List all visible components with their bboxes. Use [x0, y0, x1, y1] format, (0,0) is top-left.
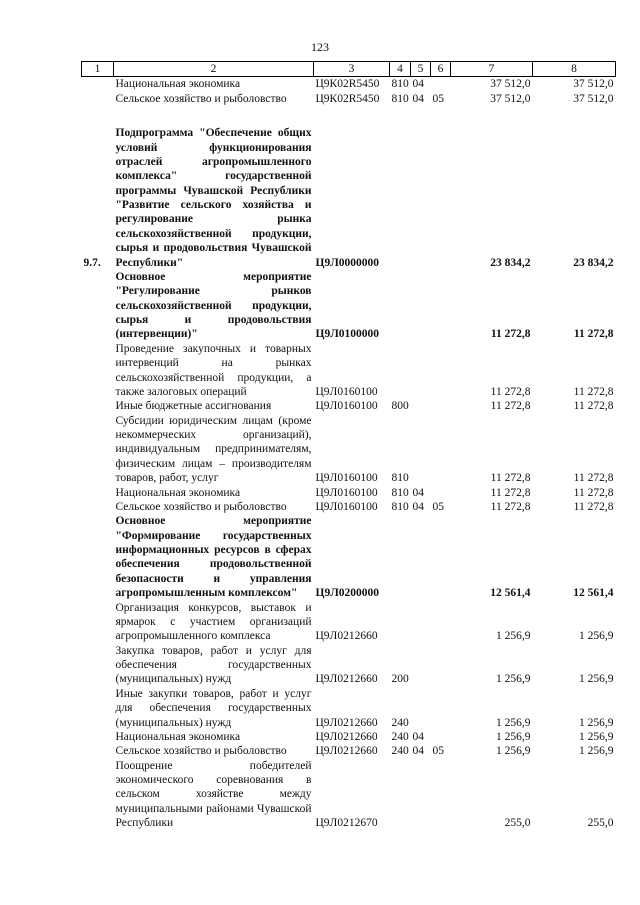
subsection-code [431, 601, 451, 644]
budget-table [81, 61, 616, 831]
target-code: Ц9Л0100000 [315, 328, 380, 341]
section-code [411, 342, 431, 400]
expense-type-code: 240 [391, 730, 409, 743]
amount-year-2: 37 512,0 [573, 78, 614, 91]
row-number [82, 342, 114, 400]
amount-year-2: 11 272,8 [573, 400, 614, 413]
expense-type-code: 810 [391, 500, 409, 513]
item-name: Иные бюджетные ассигнования [115, 400, 272, 413]
section-code [411, 759, 431, 831]
target-code: Ц9Л0160100 [315, 500, 378, 513]
amount-year-2: 1 256,9 [579, 673, 614, 686]
row-number: 9.7. [83, 256, 101, 269]
subsection-code: 05 [432, 500, 444, 513]
item-name: Сельское хозяйство и рыболовство [115, 500, 287, 513]
table-row [82, 759, 616, 831]
section-code: 04 [412, 500, 424, 513]
amount-year-1: 37 512,0 [490, 78, 531, 91]
row-number [82, 486, 114, 500]
table-header-row [82, 62, 616, 77]
amount-year-2: 1 256,9 [579, 630, 614, 643]
table-row [82, 500, 616, 514]
row-number [82, 744, 114, 758]
row-number [82, 77, 114, 92]
target-code: Ц9Л0212660 [315, 716, 378, 729]
subsection-code [431, 342, 451, 400]
expense-type-code: 200 [391, 673, 409, 686]
amount-year-1: 1 256,9 [496, 630, 531, 643]
spacer-row [82, 106, 616, 126]
section-code: 04 [412, 78, 424, 91]
expense-type-code: 810 [391, 472, 409, 485]
table-row [82, 730, 616, 744]
expense-type-code [390, 514, 411, 600]
item-name: Основное мероприятие "Регулирование рынков сельскохозяйственной продукции, сырья и продовольствия (интервенции)" [115, 270, 312, 341]
subsection-code: 05 [432, 92, 444, 105]
target-code: Ц9К02R5450 [315, 78, 380, 91]
amount-year-2: 1 256,9 [579, 730, 614, 743]
column-header: 3 [314, 62, 390, 77]
section-code [411, 644, 431, 687]
target-code: Ц9Л0160100 [315, 400, 378, 413]
amount-year-1: 11 272,8 [490, 486, 531, 499]
target-code: Ц9Л0212660 [315, 673, 378, 686]
subsection-code [431, 486, 451, 500]
table-row [82, 514, 616, 600]
target-code: Ц9Л0212660 [315, 630, 378, 643]
item-name: Проведение закупочных и товарных интервенций на рынках сельскохозяйственной продукции, а также залоговых операций [115, 342, 312, 398]
target-code: Ц9Л0200000 [315, 587, 380, 600]
amount-year-1: 1 256,9 [496, 716, 531, 729]
row-number [82, 399, 114, 413]
table-row [82, 687, 616, 730]
table-row [82, 601, 616, 644]
amount-year-2: 11 272,8 [573, 385, 614, 398]
subsection-code [431, 644, 451, 687]
amount-year-2: 37 512,0 [573, 92, 614, 105]
item-name: Сельское хозяйство и рыболовство [115, 745, 287, 758]
table-row [82, 77, 616, 92]
amount-year-1: 23 834,2 [490, 256, 531, 269]
item-name: Подпрограмма "Обеспечение общих условий функционирования отраслей агропромышленного комплекса" государственной программы Чувашской Республики "Развитие сельского хозяйства и регулирование рынка сельскохозяйственной продукции, сырья и продовольствия Чувашской Республики" [115, 127, 312, 269]
amount-year-1: 1 256,9 [496, 730, 531, 743]
table-row [82, 644, 616, 687]
item-name: Иные закупки товаров, работ и услуг для обеспечения государственных (муниципальных) нужд [115, 687, 312, 729]
column-header: 6 [431, 62, 451, 77]
amount-year-2: 23 834,2 [573, 256, 614, 269]
table-row [82, 414, 616, 486]
amount-year-1: 11 272,8 [490, 472, 531, 485]
section-code [411, 399, 431, 413]
expense-type-code [390, 601, 411, 644]
target-code: Ц9Л0212670 [315, 817, 378, 830]
amount-year-1: 11 272,8 [490, 328, 531, 341]
table-row [82, 744, 616, 758]
row-number [82, 687, 114, 730]
row-number [82, 514, 114, 600]
item-name: Поощрение победителей экономического соревнования в сельском хозяйстве между муниципальными районами Чувашской Республики [115, 759, 312, 830]
amount-year-2: 12 561,4 [573, 587, 614, 600]
target-code: Ц9Л0160100 [315, 385, 378, 398]
column-header: 2 [114, 62, 314, 77]
target-code: Ц9Л0160100 [315, 486, 378, 499]
item-name: Национальная экономика [115, 486, 241, 499]
subsection-code [431, 399, 451, 413]
row-number [82, 730, 114, 744]
target-code: Ц9Л0212660 [315, 730, 378, 743]
target-code: Ц9К02R5450 [315, 92, 380, 105]
amount-year-1: 11 272,8 [490, 500, 531, 513]
table-row [82, 342, 616, 400]
amount-year-2: 1 256,9 [579, 716, 614, 729]
subsection-code [431, 270, 451, 342]
amount-year-1: 37 512,0 [490, 92, 531, 105]
amount-year-1: 1 256,9 [496, 745, 531, 758]
section-code [411, 514, 431, 600]
item-name: Субсидии юридическим лицам (кроме некоммерческих организаций), индивидуальным предпринимателям, физическим лицам – производителям товаров, работ, услуг [115, 414, 312, 485]
amount-year-2: 11 272,8 [573, 472, 614, 485]
section-code: 04 [412, 745, 424, 758]
subsection-code: 05 [432, 745, 444, 758]
expense-type-code: 800 [391, 400, 409, 413]
amount-year-1: 11 272,8 [490, 385, 531, 398]
expense-type-code [390, 126, 411, 270]
expense-type-code [390, 270, 411, 342]
section-code [411, 126, 431, 270]
item-name: Национальная экономика [115, 78, 241, 91]
target-code: Ц9Л0000000 [315, 256, 380, 269]
row-number [82, 601, 114, 644]
amount-year-1: 255,0 [504, 817, 531, 830]
column-header: 1 [82, 62, 114, 77]
amount-year-2: 11 272,8 [573, 486, 614, 499]
amount-year-2: 1 256,9 [579, 745, 614, 758]
table-row [82, 399, 616, 413]
column-header: 7 [451, 62, 533, 77]
amount-year-2: 11 272,8 [573, 328, 614, 341]
expense-type-code: 810 [391, 486, 409, 499]
amount-year-1: 12 561,4 [490, 587, 531, 600]
expense-type-code [390, 342, 411, 400]
subsection-code [431, 126, 451, 270]
spacer-cell [82, 106, 616, 126]
subsection-code [431, 77, 451, 92]
column-header: 8 [533, 62, 616, 77]
expense-type-code: 240 [391, 745, 409, 758]
amount-year-1: 11 272,8 [490, 400, 531, 413]
item-name: Национальная экономика [115, 730, 241, 743]
row-number [82, 644, 114, 687]
item-name: Сельское хозяйство и рыболовство [115, 92, 287, 105]
column-header: 5 [411, 62, 431, 77]
table-row [82, 486, 616, 500]
section-code: 04 [412, 486, 424, 499]
item-name: Основное мероприятие "Формирование государственных информационных ресурсов в сферах обеспечения продовольственной безопасности и управления агропромышленным комплексом" [115, 515, 312, 600]
row-number [82, 270, 114, 342]
subsection-code [431, 514, 451, 600]
section-code: 04 [412, 730, 424, 743]
table-row [82, 92, 616, 106]
section-code [411, 601, 431, 644]
section-code [411, 270, 431, 342]
amount-year-2: 255,0 [587, 817, 614, 830]
item-name: Организация конкурсов, выставок и ярмарок с участием организаций агропромышленного комплекса [115, 601, 312, 643]
section-code [411, 687, 431, 730]
expense-type-code: 240 [391, 716, 409, 729]
page-number: 123 [311, 40, 329, 54]
item-name: Закупка товаров, работ и услуг для обеспечения государственных (муниципальных) нужд [115, 644, 312, 686]
subsection-code [431, 730, 451, 744]
subsection-code [431, 414, 451, 486]
row-number [82, 759, 114, 831]
column-header: 4 [390, 62, 411, 77]
subsection-code [431, 687, 451, 730]
expense-type-code: 810 [391, 92, 409, 105]
expense-type-code: 810 [391, 78, 409, 91]
expense-type-code [390, 759, 411, 831]
amount-year-2: 11 272,8 [573, 500, 614, 513]
row-number [82, 414, 114, 486]
row-number [82, 500, 114, 514]
target-code: Ц9Л0212660 [315, 745, 378, 758]
target-code: Ц9Л0160100 [315, 472, 378, 485]
section-code: 04 [412, 92, 424, 105]
section-code [411, 414, 431, 486]
table-row [82, 126, 616, 270]
amount-year-1: 1 256,9 [496, 673, 531, 686]
table-row [82, 270, 616, 342]
row-number [82, 92, 114, 106]
subsection-code [431, 759, 451, 831]
